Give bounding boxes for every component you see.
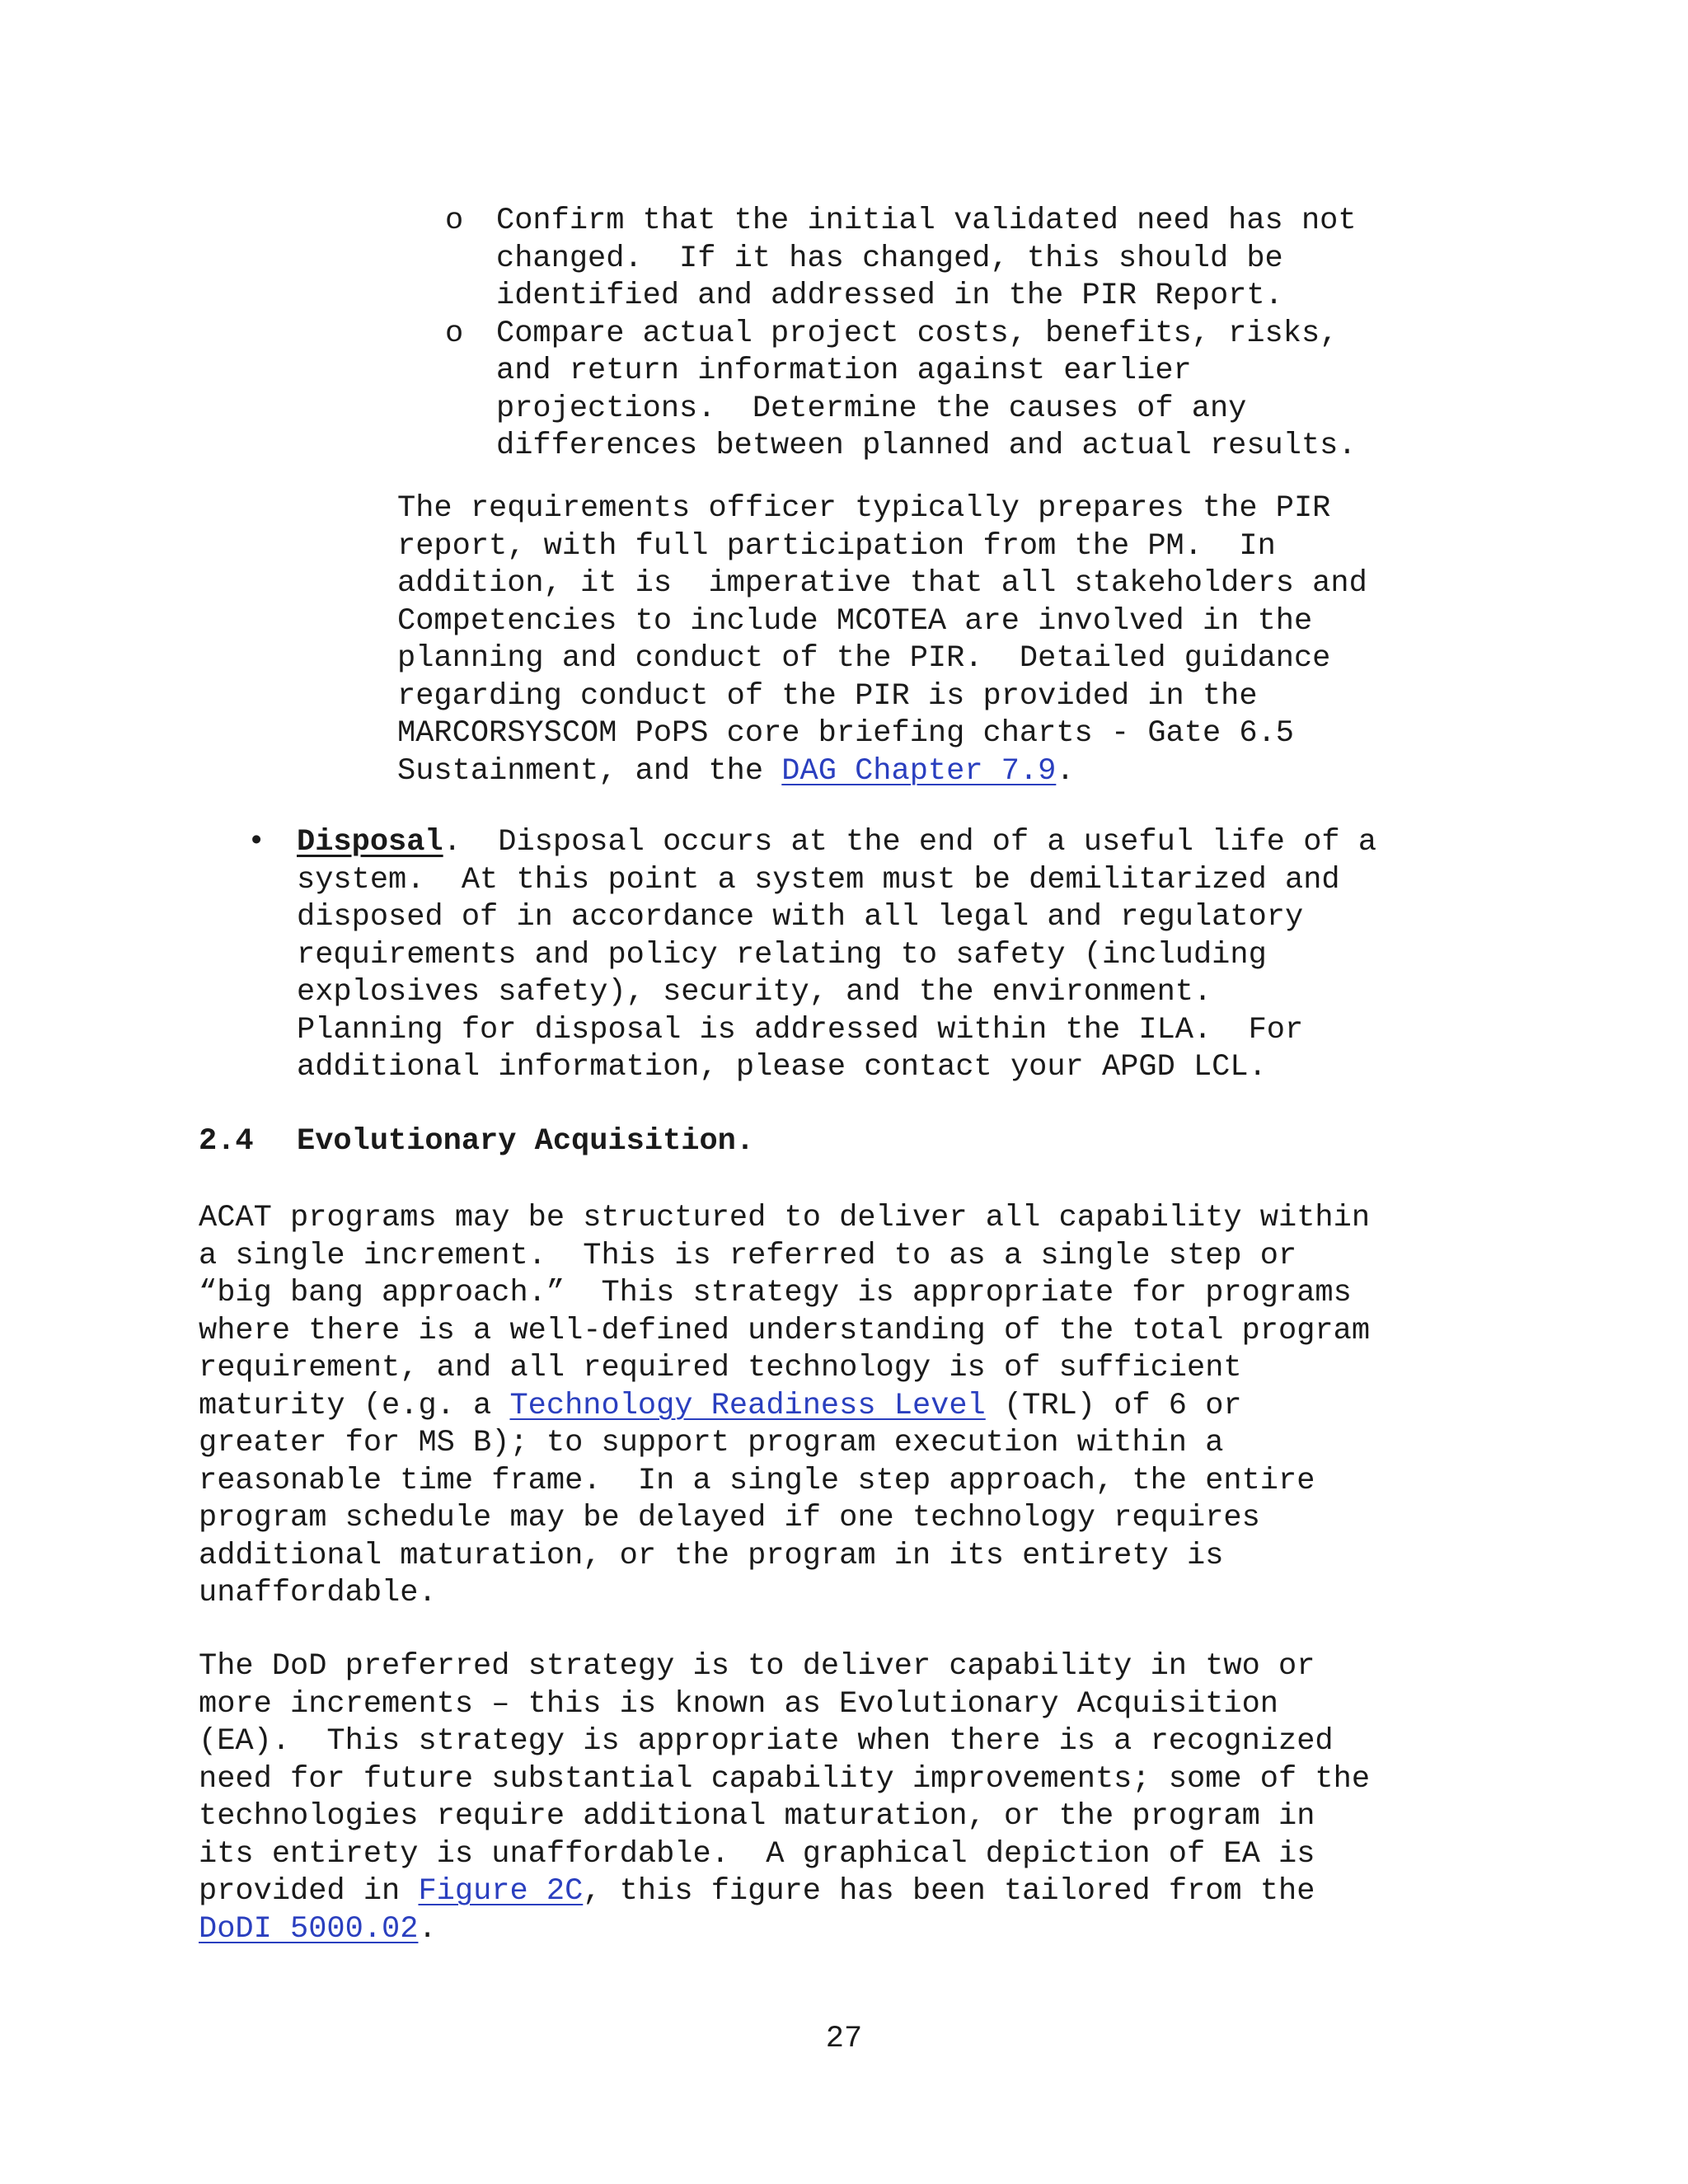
evolutionary-acquisition-paragraph [199, 1648, 1370, 1948]
section-number: 2.4 [199, 1124, 254, 1159]
bullet-dot-icon: • [247, 825, 266, 860]
page-number: 27 [825, 2022, 863, 2056]
paragraph-line: ACAT programs may be structured to deliver all capability within [199, 1201, 1371, 1235]
section-title: Evolutionary Acquisition. [297, 1124, 755, 1159]
paragraph-line [199, 1911, 1370, 1949]
figure-2c-link[interactable]: Figure 2C [418, 1874, 584, 1909]
paragraph-line: addition, it is imperative that all stakeholders and [397, 566, 1367, 601]
paragraph-line: The DoD preferred strategy is to deliver capability in two or [199, 1649, 1315, 1684]
line-text: maturity (e.g. a [199, 1388, 510, 1423]
line-text: provided in [199, 1874, 419, 1909]
paragraph-line: a single increment. This is referred to as a single step or [199, 1238, 1297, 1273]
paragraph-line: “big bang approach.” This strategy is appropriate for programs [199, 1276, 1352, 1310]
sub-bullet-line: identified and addressed in the PIR Report. [496, 279, 1283, 313]
paragraph-line [199, 1388, 1370, 1426]
dodi-5000-link[interactable]: DoDI 5000.02 [199, 1911, 419, 1947]
dag-chapter-link[interactable]: DAG Chapter 7.9 [781, 753, 1057, 789]
paragraph-line: system. At this point a system must be demilitarized and [297, 862, 1340, 898]
sub-bullet-line: Confirm that the initial validated need has not [496, 204, 1357, 238]
paragraph-line: reasonable time frame. In a single step approach, the entire [199, 1463, 1315, 1498]
paragraph-line: regarding conduct of the PIR is provided in the [397, 678, 1258, 714]
section-heading [199, 1123, 754, 1161]
sub-bullet-compare-costs [445, 316, 1357, 466]
paragraph-line: (EA). This strategy is appropriate when there is a recognized [199, 1724, 1334, 1759]
paragraph-line: additional maturation, or the program in its entirety is [199, 1538, 1224, 1573]
sub-bullet-line: and return information against earlier [496, 354, 1192, 388]
pir-paragraph [397, 490, 1367, 790]
paragraph-line: its entirety is unaffordable. A graphical depiction of EA is [199, 1836, 1315, 1872]
paragraph-line: The requirements officer typically prepares the PIR [397, 491, 1331, 526]
paragraph-line: additional information, please contact your APGD LCL. [297, 1050, 1267, 1085]
paragraph-line: planning and conduct of the PIR. Detailed guidance [397, 641, 1331, 676]
line-text: . Disposal occurs at the end of a useful life of a [443, 825, 1377, 860]
sub-bullet-line: differences between planned and actual results. [496, 429, 1357, 463]
sub-bullet-marker: o [445, 204, 464, 238]
paragraph-line: need for future substantial capability improvements; some of the [199, 1761, 1371, 1797]
disposal-bullet [247, 824, 1377, 1087]
paragraph-line: requirement, and all required technology is of sufficient [199, 1351, 1242, 1385]
paragraph-line: report, with full participation from the PM. In [397, 528, 1276, 564]
sub-bullet-line: changed. If it has changed, this should be [496, 241, 1283, 276]
paragraph-line: greater for MS B); to support program execution within a [199, 1426, 1224, 1460]
paragraph-line [199, 1873, 1370, 1911]
line-text: (TRL) of 6 or [985, 1388, 1242, 1423]
sub-bullet-marker: o [445, 316, 464, 351]
sub-bullet-line: projections. Determine the causes of any [496, 391, 1247, 426]
line-text: . [1056, 753, 1075, 789]
sub-bullet-confirm-need [445, 203, 1357, 316]
paragraph-line: requirements and policy relating to safety (including [297, 937, 1267, 972]
trl-link[interactable]: Technology Readiness Level [509, 1388, 986, 1423]
sub-bullet-list [445, 203, 1357, 466]
disposal-term: Disposal [297, 825, 443, 860]
disposal-first-line [297, 824, 1376, 862]
paragraph-line [397, 753, 1367, 791]
line-text: . [418, 1911, 437, 1947]
paragraph-line: program schedule may be delayed if one technology requires [199, 1501, 1260, 1535]
paragraph-line: Competencies to include MCOTEA are involved in the [397, 603, 1313, 639]
single-step-paragraph [199, 1200, 1370, 1613]
paragraph-line: disposed of in accordance with all legal and regulatory [297, 900, 1304, 935]
sub-bullet-line: Compare actual project costs, benefits, risks, [496, 316, 1339, 351]
paragraph-line: explosives safety), security, and the environment. [297, 975, 1212, 1010]
paragraph-line: technologies require additional maturation, or the program in [199, 1799, 1315, 1834]
paragraph-line: more increments – this is known as Evolutionary Acquisition [199, 1686, 1279, 1722]
paragraph-line: where there is a well-defined understanding of the total program [199, 1313, 1371, 1348]
line-text: , this figure has been tailored from the [583, 1874, 1315, 1909]
paragraph-line: Planning for disposal is addressed within the ILA. For [297, 1012, 1304, 1047]
paragraph-line: unaffordable. [199, 1576, 437, 1610]
line-text: Sustainment, and the [397, 753, 782, 789]
paragraph-line: MARCORSYSCOM PoPS core briefing charts - Gate 6.5 [397, 716, 1294, 751]
